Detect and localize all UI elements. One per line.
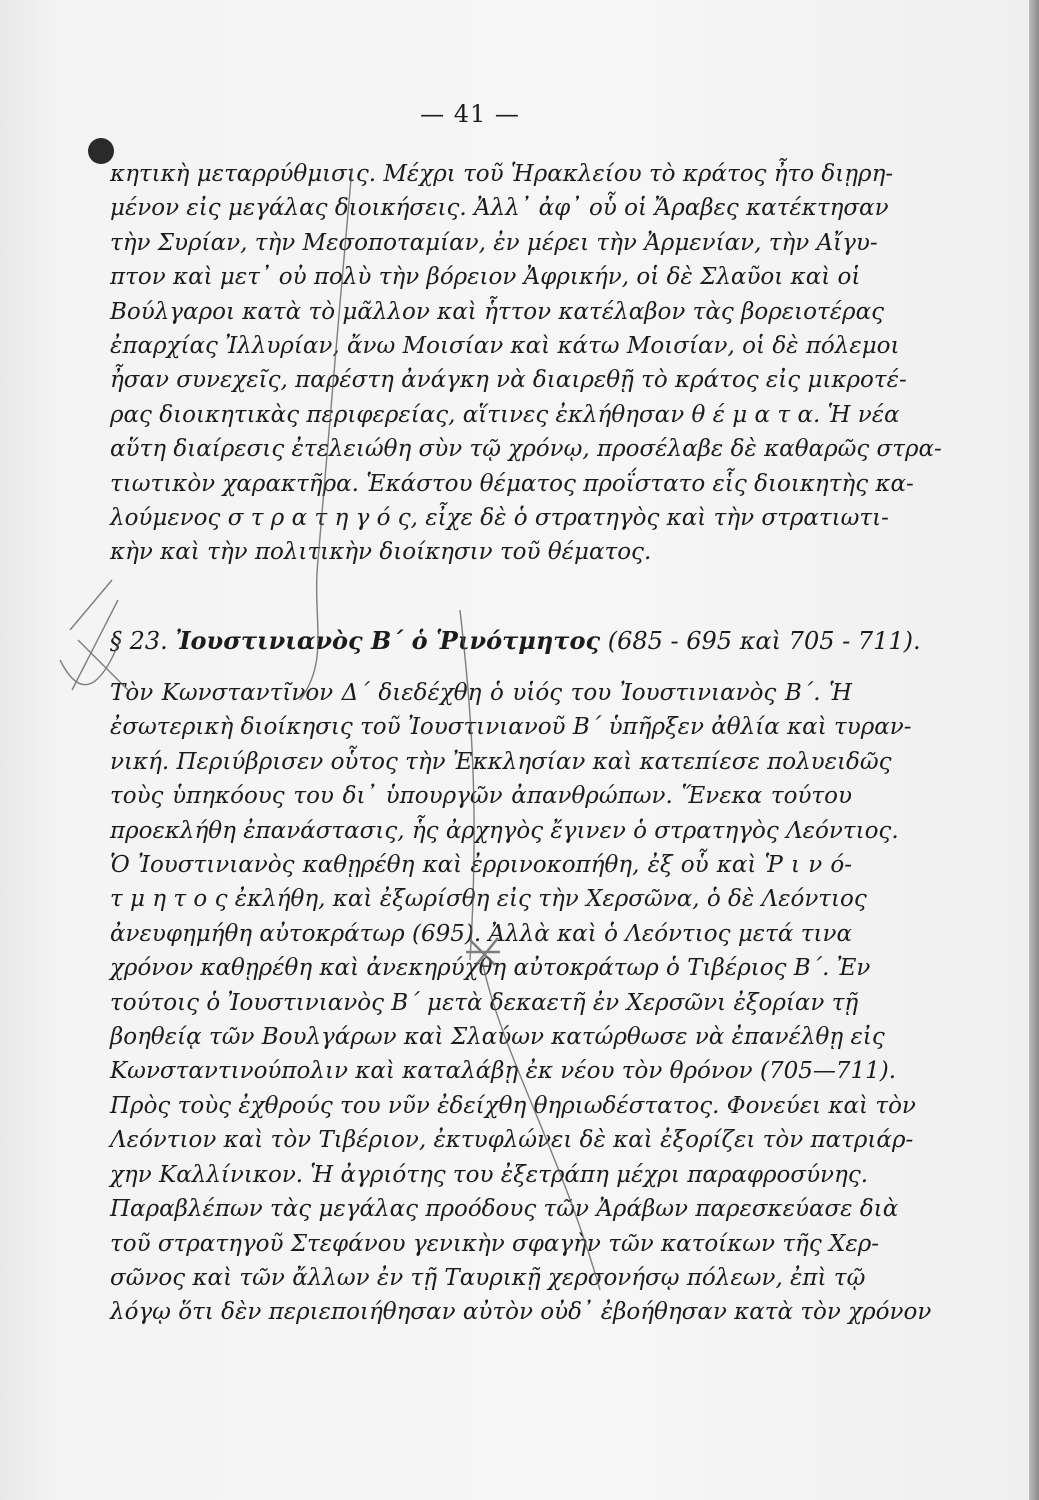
text-line: κητικὴ μεταρρύθμισις. Μέχρι τοῦ Ἡρακλείου τὸ κράτος ἦτο διῃρη-	[110, 161, 894, 187]
text-line: ἐπαρχίας Ἰλλυρίαν, ἄνω Μοισίαν καὶ κάτω Μοισίαν, οἱ δὲ πόλεμοι	[110, 333, 900, 360]
text-line: τιωτικὸν χαρακτῆρα. Ἑκάστου θέματος προΐστατο εἷς διοικητὴς κα-	[110, 470, 914, 497]
paragraph-themata	[110, 157, 942, 570]
text-line: Ὁ Ἰουστινιανὸς καθῃρέθη καὶ ἐρρινοκοπήθη, ἐξ οὗ καὶ Ῥ ι ν ό-	[110, 852, 852, 879]
text-line: ἐσωτερικὴ διοίκησις τοῦ Ἰουστινιανοῦ Β´ ὑπῆρξεν ἀθλία καὶ τυραν-	[110, 714, 912, 741]
text-line: αὕτη διαίρεσις ἐτελειώθη σὺν τῷ χρόνῳ, προσέλαβε δὲ καθαρῶς στρα-	[110, 436, 942, 463]
section-dates: (685 - 695 καὶ 705 - 711).	[607, 627, 921, 655]
text-line: λούμενος σ τ ρ α τ η γ ό ς, εἶχε δὲ ὁ στρατηγὸς καὶ τὴν στρατιωτι-	[110, 505, 889, 532]
text-line: τὴν Συρίαν, τὴν Μεσοποταμίαν, ἐν μέρει τὴν Ἀρμενίαν, τὴν Αἴγυ-	[110, 229, 878, 256]
text-line: πτον καὶ μετ᾽ οὐ πολὺ τὴν βόρειον Ἀφρικήν, οἱ δὲ Σλαῦοι καὶ οἱ	[110, 264, 861, 291]
section-title: Ἰουστινιανὸς Β´ ὁ Ῥινότμητος	[175, 626, 601, 655]
section-number: § 23.	[110, 627, 168, 655]
page-edge-shadow	[1029, 0, 1039, 1500]
text-line: βοηθείᾳ τῶν Βουλγάρων καὶ Σλαύων κατώρθωσε νὰ ἐπανέλθῃ εἰς	[110, 1024, 885, 1051]
text-line: τοῦ στρατηγοῦ Στεφάνου γενικὴν σφαγὴν τῶν κατοίκων τῆς Χερ-	[110, 1230, 880, 1257]
text-line: Λεόντιον καὶ τὸν Τιβέριον, ἐκτυφλώνει δὲ καὶ ἐξορίζει τὸν πατριάρ-	[110, 1127, 914, 1154]
text-line: ἀνευφημήθη αὐτοκράτωρ (695). Ἀλλὰ καὶ ὁ Λεόντιος μετά τινα	[110, 920, 852, 947]
text-line: χρόνον καθῃρέθη καὶ ἀνεκηρύχθη αὐτοκράτωρ ὁ Τιβέριος Β´. Ἐν	[110, 955, 871, 982]
text-line: προεκλήθη ἐπανάστασις, ἧς ἀρχηγὸς ἔγινεν ὁ στρατηγὸς Λεόντιος.	[110, 817, 899, 844]
text-line: λόγῳ ὅτι δὲν περιεποιήθησαν αὐτὸν οὐδ᾽ ἐβοήθησαν κατὰ τὸν χρόνον	[110, 1299, 932, 1326]
text-line: Πρὸς τοὺς ἐχθρούς του νῦν ἐδείχθη θηριωδέστατος. Φονεύει καὶ τὸν	[110, 1092, 916, 1119]
text-line: μένον εἰς μεγάλας διοικήσεις. Ἀλλ᾽ ἀφ᾽ οὗ οἱ Ἄραβες κατέκτησαν	[110, 195, 889, 222]
text-line: κὴν καὶ τὴν πολιτικὴν διοίκησιν τοῦ θέματος.	[110, 539, 652, 566]
text-line: τοὺς ὑπηκόους του δι᾽ ὑπουργῶν ἀπανθρώπων. Ἕνεκα τούτου	[110, 783, 852, 810]
text-line: Βούλγαροι κατὰ τὸ μᾶλλον καὶ ἧττον κατέλαβον τὰς βορειοτέρας	[110, 298, 884, 325]
text-line: χην Καλλίνικον. Ἡ ἀγριότης του ἐξετράπη μέχρι παραφροσύνης.	[110, 1161, 869, 1188]
text-line: σῶνος καὶ τῶν ἄλλων ἐν τῇ Ταυρικῇ χερσονήσῳ πόλεων, ἐπὶ τῷ	[110, 1264, 866, 1291]
text-line: Τὸν Κωνσταντῖνον Δ´ διεδέχθη ὁ υἱός του Ἰουστινιανὸς Β´. Ἡ	[110, 680, 852, 706]
page-number: — 41 —	[420, 100, 520, 128]
text-line: τ μ η τ ο ς ἐκλήθη, καὶ ἐξωρίσθη εἰς τὴν Χερσῶνα, ὁ δὲ Λεόντιος	[110, 886, 867, 913]
text-line: τούτοις ὁ Ἰουστινιανὸς Β´ μετὰ δεκαετῆ ἐν Χερσῶνι ἐξορίαν τῇ	[110, 989, 859, 1016]
text-line: ἦσαν συνεχεῖς, παρέστη ἀνάγκη νὰ διαιρεθῇ τὸ κράτος εἰς μικροτέ-	[110, 367, 907, 394]
text-line: Παραβλέπων τὰς μεγάλας προόδους τῶν Ἀράβων παρεσκεύασε διὰ	[110, 1196, 899, 1223]
text-line: Κωνσταντινούπολιν καὶ καταλάβῃ ἐκ νέου τὸν θρόνον (705—711).	[110, 1058, 897, 1085]
section-heading	[110, 626, 921, 655]
text-line: ρας διοικητικὰς περιφερείας, αἵτινες ἐκλήθησαν θ έ μ α τ α. Ἡ νέα	[110, 401, 900, 428]
paragraph-justinian	[110, 676, 932, 1330]
text-line: νική. Περιύβρισεν οὗτος τὴν Ἐκκλησίαν καὶ κατεπίεσε πολυειδῶς	[110, 748, 892, 775]
